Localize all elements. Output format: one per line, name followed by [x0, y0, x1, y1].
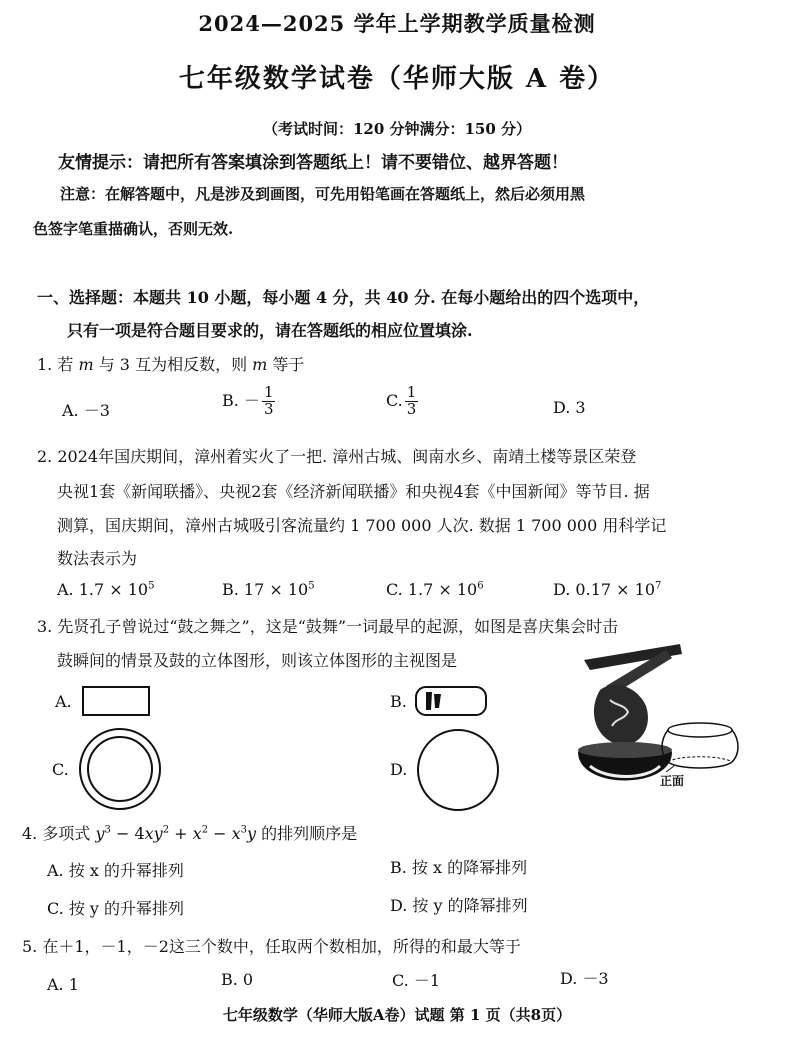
section-1-heading: 一、选择题：本题共 10 小题，每小题 4 分，共 40 分. 在每小题给出的四个选项中， — [37, 288, 650, 307]
q1-stem-mid: 与 3 互为相反数，则 — [93, 355, 253, 374]
q1-stem-pre: 1. 若 — [37, 355, 79, 374]
note-line-1: 注意：在解答题中，凡是涉及到画图，可先用铅笔画在答题纸上，然后必须用黑 — [60, 185, 586, 203]
drum-top-ellipse — [668, 723, 732, 737]
q5-option-a[interactable]: A. 1 — [47, 975, 79, 994]
drum-bottom-hidden — [668, 757, 732, 762]
question-2-line-4: 数法表示为 — [57, 549, 138, 568]
inner-circle — [88, 737, 152, 801]
page-footer: 七年级数学（华师大版A卷）试题 第 1 页（共8页） — [222, 1006, 572, 1024]
q1-option-b[interactable] — [222, 385, 275, 418]
q3-option-a-rectangle[interactable] — [82, 686, 152, 718]
q3-option-d-label[interactable]: D. — [390, 760, 408, 779]
q4-stem-post: 的排列顺序是 — [256, 824, 358, 843]
q4-stem-pre: 4. 多项式 — [22, 824, 96, 843]
q1-c-fraction — [405, 385, 419, 418]
rectangle-shape — [83, 687, 149, 715]
q4-option-c[interactable]: C. 按 y 的升幂排列 — [47, 899, 185, 918]
q1-option-c[interactable] — [386, 385, 418, 418]
q1-c-num: 1 — [406, 383, 417, 401]
q1-c-label: C. — [386, 390, 403, 410]
question-1-stem — [37, 352, 304, 375]
question-2-line-3: 测算，国庆期间，漳州古城吸引客流量约 1 700 000 人次. 数据 1 700 000 用科学记 — [57, 516, 667, 535]
front-view-label: 正面 — [660, 774, 685, 788]
drum-left-side — [662, 730, 668, 762]
q5-option-d[interactable]: D. －3 — [560, 969, 609, 988]
q1-option-d[interactable]: D. 3 — [553, 398, 586, 417]
q1-option-a[interactable]: A. －3 — [62, 401, 110, 420]
drum-3d-figure — [658, 720, 742, 772]
q4-polynomial: $y^3 - 4xy^2 + x^2 - x^3y$ — [95, 824, 257, 843]
q1-b-den: 3 — [263, 399, 274, 418]
q5-option-b[interactable]: B. 0 — [221, 970, 254, 989]
q2-d-exp: 7 — [655, 580, 662, 592]
q1-b-fraction — [262, 385, 276, 418]
q2-c-base: C. 1.7 × 10 — [386, 580, 478, 599]
section-1-heading-cont: 只有一项是符合题目要求的，请在答题纸的相应位置填涂. — [67, 321, 473, 340]
q2-b-base: B. 17 × 10 — [222, 580, 309, 599]
drum-decoration — [594, 685, 648, 745]
q2-option-c[interactable] — [386, 580, 484, 599]
friendly-tip: 友情提示：请把所有答案填涂到答题纸上！请不要错位、越界答题！ — [58, 153, 568, 173]
q2-c-exp: 6 — [477, 580, 484, 592]
q3-option-c-double-circle[interactable] — [78, 727, 162, 811]
drum-side-marks — [426, 692, 441, 710]
drum-bottom-front — [668, 762, 732, 768]
q4-option-b[interactable]: B. 按 x 的降幂排列 — [390, 858, 528, 877]
q2-b-exp: 5 — [308, 580, 315, 592]
q5-option-c[interactable]: C. －1 — [392, 971, 441, 990]
single-circle — [418, 730, 498, 810]
q1-var: m — [78, 355, 94, 374]
q4-option-a[interactable]: A. 按 x 的升幂排列 — [47, 861, 184, 880]
q2-option-a[interactable] — [57, 580, 154, 599]
q3-option-b-drum-side[interactable] — [414, 686, 490, 718]
question-3-line-2: 鼓瞬间的情景及鼓的立体图形，则该立体图形的主视图是 — [57, 651, 458, 670]
question-3-line-1: 3. 先贤孔子曾说过“鼓之舞之”，这是“鼓舞”一词最早的起源，如图是喜庆集会时击 — [37, 617, 619, 636]
note-line-2: 色签字笔重描确认，否则无效. — [33, 220, 234, 238]
q2-a-exp: 5 — [148, 580, 155, 592]
exam-period-title: 2024—2025 学年上学期教学质量检测 — [198, 11, 596, 36]
outer-circle — [80, 729, 160, 809]
exam-paper-title: 七年级数学试卷（华师大版 A 卷） — [178, 64, 616, 94]
q3-option-d-single-circle[interactable] — [416, 728, 500, 812]
q1-var: m — [252, 355, 268, 374]
q3-option-b-label[interactable]: B. — [390, 692, 407, 711]
q3-option-c-label[interactable]: C. — [52, 760, 69, 779]
q1-b-num: 1 — [263, 383, 274, 401]
question-4-stem — [22, 821, 357, 844]
q1-c-den: 3 — [406, 399, 417, 418]
q2-option-b[interactable] — [222, 580, 315, 599]
question-5-stem: 5. 在＋1，－1，－2这三个数中，任取两个数相加，所得的和最大等于 — [22, 937, 521, 956]
question-2-line-2: 央视1套《新闻联播》、央视2套《经济新闻联播》和央视4套《中国新闻》等节目. 据 — [57, 482, 650, 501]
q3-option-a-label[interactable]: A. — [55, 692, 72, 711]
q1-b-label: B. － — [222, 390, 260, 410]
q2-a-base: A. 1.7 × 10 — [57, 580, 149, 599]
q1-stem-end: 等于 — [267, 355, 305, 374]
q4-option-d[interactable]: D. 按 y 的降幂排列 — [390, 896, 528, 915]
drum-right-side — [732, 730, 738, 762]
q2-option-d[interactable] — [553, 580, 661, 599]
question-2-line-1: 2. 2024年国庆期间，漳州着实火了一把. 漳州古城、闽南水乡、南靖土楼等景区荣登 — [37, 447, 637, 466]
q2-d-base: D. 0.17 × 10 — [553, 580, 655, 599]
exam-info: （考试时间：120 分钟满分：150 分） — [262, 120, 532, 138]
